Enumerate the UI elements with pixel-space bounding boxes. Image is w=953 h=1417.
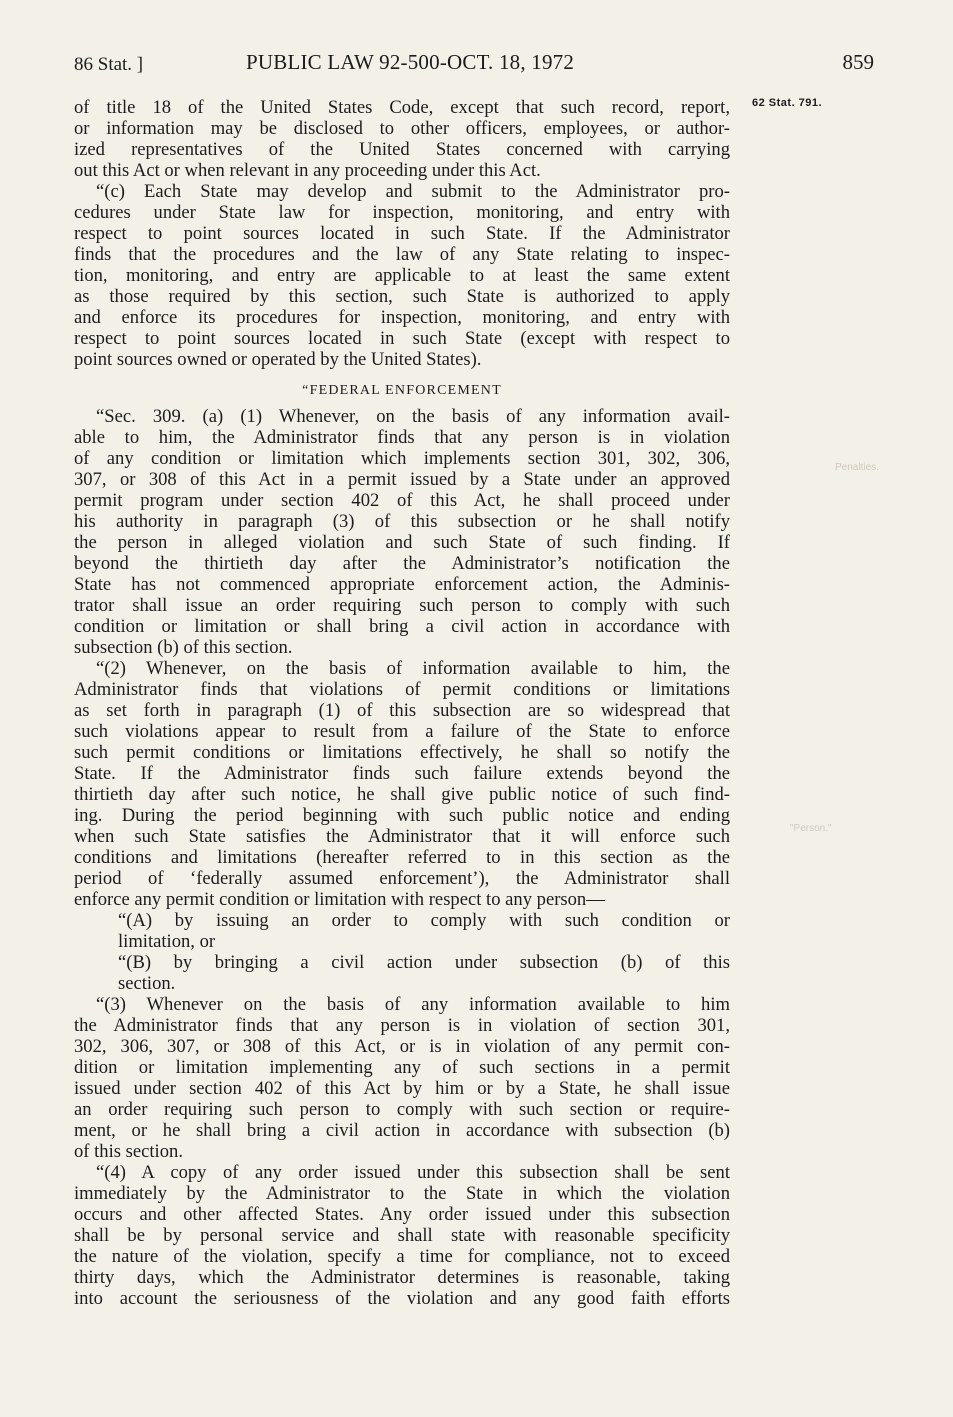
paragraph-intro [74,97,730,181]
text-line: permit program under section 402 of this Act, he shall proceed under [74,490,730,511]
text-line: out this Act or when relevant in any proceeding under this Act. [74,160,541,181]
text-line: thirty days, which the Administrator determines is reasonable, taking [74,1267,730,1288]
text-line: of this section. [74,1141,183,1162]
text-line: as set forth in paragraph (1) of this subsection are so widespread that [74,700,730,721]
text-line: respect to point sources located in such State (except with respect to [74,328,730,349]
text-line: immediately by the Administrator to the State in which the violation [74,1183,730,1204]
paragraph-a2 [74,658,730,910]
text-line: State. If the Administrator finds such failure extends beyond the [74,763,730,784]
text-line: section. [118,973,176,994]
paragraph-a1 [74,406,730,658]
clause-A [74,910,730,952]
paragraph-a3 [74,994,730,1162]
text-line: the person in alleged violation and such State of such finding. If [74,532,730,553]
header-volume: 86 Stat. ] [74,54,144,75]
text-line: “(2) Whenever, on the basis of information available to him, the [96,658,730,679]
text-line: point sources owned or operated by the United States). [74,349,482,370]
text-line: as those required by this section, such State is authorized to apply [74,286,730,307]
text-line: the Administrator finds that any person is in violation of section 301, [74,1015,730,1036]
text-line: ing. During the period beginning with such public notice and ending [74,805,730,826]
text-line: Administrator finds that violations of permit conditions or limitations [74,679,730,700]
text-line: beyond the thirtieth day after the Administrator’s notification the [74,553,730,574]
text-line: ized representatives of the United States concerned with carrying [74,139,730,160]
text-line: 307, or 308 of this Act in a permit issued by a State under an approved [74,469,730,490]
text-line: “(B) by bringing a civil action under subsection (b) of this [118,952,730,973]
text-line: “(A) by issuing an order to comply with such condition or [118,910,730,931]
text-line: issued under section 402 of this Act by him or by a State, he shall issue [74,1078,730,1099]
margin-citation: 62 Stat. 791. [752,97,823,109]
text-line: tion, monitoring, and entry are applicable to at least the same extent [74,265,730,286]
text-line: of any condition or limitation which implements section 301, 302, 306, [74,448,730,469]
margin-note-bleed-penalties: Penalties. [835,462,879,473]
header-page-number: 859 [842,50,874,74]
running-header [74,50,874,80]
text-line: enforce any permit condition or limitation with respect to any person— [74,889,605,910]
text-line: 302, 306, 307, or 308 of this Act, or is in violation of any permit con- [74,1036,730,1057]
text-line: of title 18 of the United States Code, except that such record, report, [74,97,730,118]
text-line: into account the seriousness of the violation and any good faith efforts [74,1288,730,1309]
text-line: finds that the procedures and the law of any State relating to inspec- [74,244,730,265]
text-line: shall be by personal service and shall state with reasonable specificity [74,1225,730,1246]
text-line: when such State satisfies the Administrator that it will enforce such [74,826,730,847]
text-line: such violations appear to result from a failure of the State to enforce [74,721,730,742]
text-line: and enforce its procedures for inspection, monitoring, and entry with [74,307,730,328]
text-line: occurs and other affected States. Any order issued under this subsection [74,1204,730,1225]
text-line: the nature of the violation, specify a time for compliance, not to exceed [74,1246,730,1267]
body-text [74,97,730,1309]
text-line: such permit conditions or limitations effectively, he shall so notify the [74,742,730,763]
text-line: conditions and limitations (hereafter referred to in this section as the [74,847,730,868]
text-line: “(c) Each State may develop and submit to the Administrator pro- [96,181,730,202]
text-line: ment, or he shall bring a civil action in accordance with subsection (b) [74,1120,730,1141]
text-line: thirtieth day after such notice, he shall give public notice of such find- [74,784,730,805]
text-line: able to him, the Administrator finds that any person is in violation [74,427,730,448]
text-line: “(3) Whenever on the basis of any information available to him [96,994,730,1015]
header-title: PUBLIC LAW 92-500-OCT. 18, 1972 [246,50,575,74]
section-heading: “FEDERAL ENFORCEMENT [302,383,502,398]
paragraph-a4 [74,1162,730,1309]
text-line: “(4) A copy of any order issued under this subsection shall be sent [96,1162,730,1183]
text-line: an order requiring such person to comply with such section or require- [74,1099,730,1120]
text-line: dition or limitation implementing any of such sections in a permit [74,1057,730,1078]
text-line: period of ‘federally assumed enforcement’), the Administrator shall [74,868,730,889]
text-line: trator shall issue an order requiring such person to comply with such [74,595,730,616]
text-line: his authority in paragraph (3) of this subsection or he shall notify [74,511,730,532]
clause-B [74,952,730,994]
text-line: limitation, or [118,931,216,952]
text-line: condition or limitation or shall bring a civil action in accordance with [74,616,730,637]
text-line: cedures under State law for inspection, monitoring, and entry with [74,202,730,223]
text-line: State has not commenced appropriate enforcement action, the Adminis- [74,574,730,595]
text-line: “Sec. 309. (a) (1) Whenever, on the basis of any information avail- [96,406,730,427]
margin-note-bleed-person: "Person." [790,823,832,834]
paragraph-c [74,181,730,370]
text-line: respect to point sources located in such State. If the Administrator [74,223,730,244]
text-line: or information may be disclosed to other officers, employees, or author- [74,118,730,139]
text-line: subsection (b) of this section. [74,637,293,658]
